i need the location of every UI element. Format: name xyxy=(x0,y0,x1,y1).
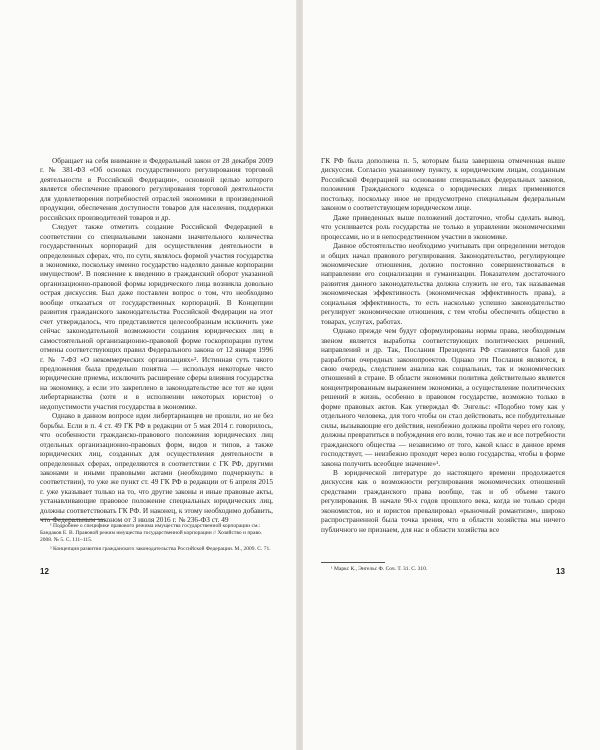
left-page xyxy=(0,0,297,750)
paragraph: Следует также отметить создание Российской Федерацией в соответствии со специальными законами значительного количества государственных корпораций для осуществления деятельности в определенных сферах, что, по сути, являлось формой участия государства в экономике, поскольку именно государство наделяло данные корпорации имуществом¹. В пояснение к введению в гражданский оборот указанной организационно-правовой формы юридического лица возникла довольно острая дискуссия. Был даже поставлен вопрос о том, что необходимо вообще отказаться от государственных корпораций. В Концепции развития гражданского законодательства Российской Федерации на этот счет утверждалось, что представляется целесообразным исключить уже сейчас законодательной возможности создания юридических лиц в самостоятельной организационно-правовой форме госкорпорации путем отмены соответствующих правил Федерального закона от 12 января 1996 г. № 7-ФЗ «О некоммерческих организациях»². Истинная суть такого предложения была предельно понятна — используя некоторые чисто юридические приемы, исключить расширение сферы влияния государства на экономику, а если это закреплено в законодательстве все тот же идеи либертарианства (хотя и в исполнении некоторых юристов) о недопустимости участия государства в экономике. xyxy=(40,222,273,411)
footnote-rule xyxy=(40,519,104,520)
page-number: 13 xyxy=(556,567,565,576)
page-number: 12 xyxy=(40,567,49,576)
footnote: ¹ Маркс К., Энгельс Ф. Соч. Т. 31. С. 310. xyxy=(331,566,428,572)
paragraph: Обращает на себя внимание и Федеральный закон от 28 декабря 2009 г. № 381-ФЗ «Об основах государственного регулирования торговой деятельности в Российской Федерации», основной целью которого является обеспечение правового регулирования торговой деятельности для удовлетворения потребностей отраслей экономики в произведенной продукции, обеспечения доступности товаров для населения, поддержки российских производителей товаров и др. xyxy=(40,156,273,222)
paragraph: Однако в данном вопросе идеи либертарианцев не прошли, но не без борьбы. Если в п. 4 ст. 49 ГК РФ в редакции от 5 мая 2014 г. говорилось, что особенности гражданско-правового положения юридических лиц отдельных организационно-правовых форм, видов и типов, а также юридических лиц, созданных для осуществления деятельности в определенных сферах, определяются в соответствии с ГК РФ, другими законами и иными правовыми актами (необходимо подчеркнуть: в соответствии), то уже же пункт ст. 49 ГК РФ в редакции от 6 апреля 2015 г. уже указывает только на то, что другие законы и иные правовые акты, устанавливающие правовое положение специальных юридических лиц, должны соответствовать ГК РФ. И наконец, к этому необходимо добавить, что Федеральным законом от 3 июля 2016 г. № 236-ФЗ ст. 49 xyxy=(40,411,273,525)
footnote: ¹ Подробнее о специфике правового режима имущества государственной корпорации см.: Бандаков Е. В. Правовой режим имущества государственной корпорации // Хозяйство и право. 2008. № 5. С. 111–115. xyxy=(40,523,263,544)
right-page xyxy=(303,0,600,750)
paragraph: Данное обстоятельство необходимо учитывать при определении методов и общих начал правового регулирования. Законодательство, регулирующее экономические отношения, должно постоянно совершенствоваться в направлении его социализации и гуманизации. Показателем достаточного развития данного законодательства должна служить не его, так называемая экономическая эффективность (экономическая эффективность права), а социальная эффективность, то есть насколько успешно законодательство регулирует экономические отношения, с тем чтобы обеспечить общество в товарах, услугах, работах. xyxy=(321,241,565,326)
left-page-footnotes xyxy=(40,519,273,554)
paragraph: Даже приведенных выше положений достаточно, чтобы сделать вывод, что усиливается роль государства не только в управлении экономическими процессами, но и в непосредственном участии в экономике. xyxy=(321,212,565,241)
paragraph: Однако прежде чем будут сформулированы нормы права, необходимым звеном является выработка соответствующих политических решений, направлений и др. Так, Послания Президента РФ становятся базой для разработки очередных законопроектов. Однако эти Послания являются, в свою очередь, следствием анализа как социальных, так и экономических отношений в стране. В области экономики политика действительно является концентрированным выражением экономики, а осуществление политических решений в жизнь, особенно в правовом государстве, возможно только в форме правовых актов. Как утверждал Ф. Энгельс: «Подобно тому как у отдельного человека, для того чтобы он стал действовать, все побудительные силы, вызывающие его действия, неизбежно должны пройти через его голову, должны превратиться в побуждения его воли, точно так же и все потребности гражданского общества — независимо от того, какой класс в данное время господствует, — неизбежно проходят через волю государства, чтобы в форме закона получить всеобщее значение»¹. xyxy=(321,326,565,468)
paragraph: В юридической литературе до настоящего времени продолжается дискуссия как о возможности регулирования экономических отношений средствами гражданского права вообще, так и об объеме такого регулирования. В начале 90-х годов прошлого века, когда не только среди экономистов, но и юристов превалировал «рыночный романтизм», широко распространенной была точка зрения, что в области хозяйства мы ничего публичного не признаем, для нас в области хозяйства все xyxy=(321,467,565,534)
paragraph: ГК РФ была дополнена п. 5, которым была завершена отмеченная выше дискуссия. Согласно указанному пункту, к юридическим лицам, созданным Российской Федерацией на основании специальных федеральных законов, положения Гражданского кодекса о юридических лицах применяются постольку, поскольку иное не предусмотрено специальным федеральным законом о соответствующем юридическом лице. xyxy=(321,156,565,213)
footnote-rule xyxy=(321,562,385,563)
left-page-body xyxy=(40,156,273,525)
right-page-body xyxy=(321,156,565,534)
footnote: ² Концепция развития гражданского законодательства Российской Федерации. М., 2009. С. 71. xyxy=(50,545,271,552)
right-page-footnotes xyxy=(321,562,565,574)
